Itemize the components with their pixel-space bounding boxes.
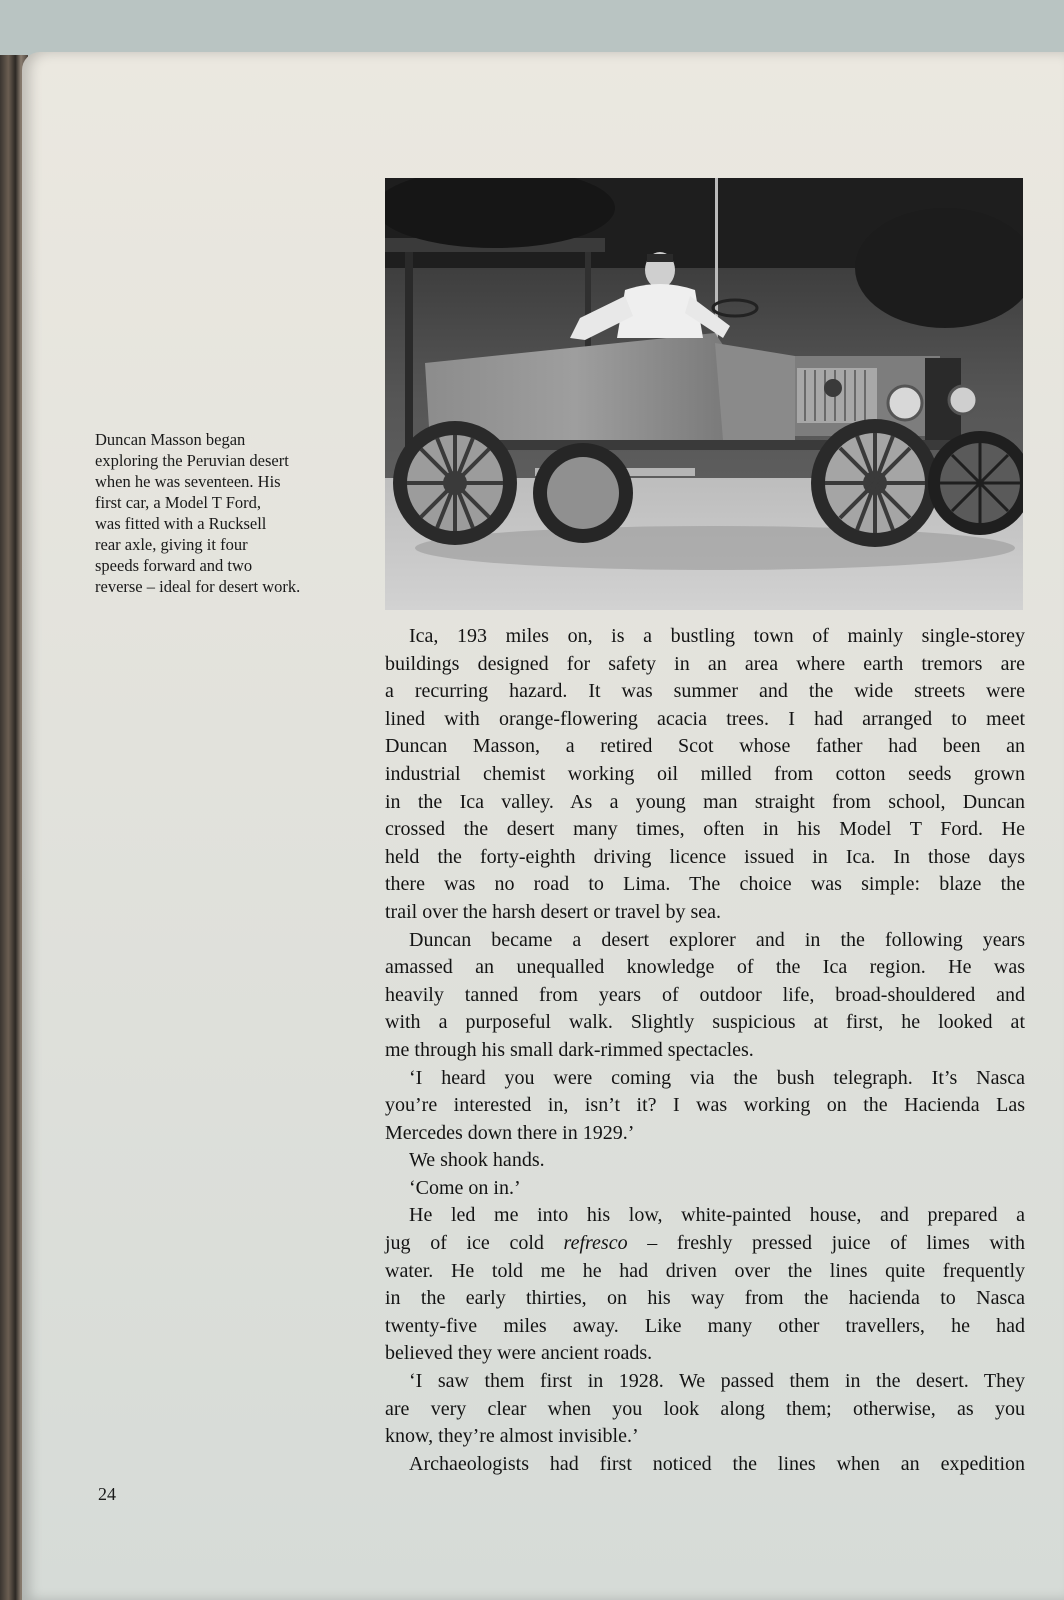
caption-line: first car, a Model T Ford,: [95, 493, 261, 512]
rear-wheel-far: [533, 443, 633, 543]
caption-line: exploring the Peruvian desert: [95, 451, 289, 470]
caption-line: when he was seventeen. His: [95, 472, 281, 491]
text-line: industrial chemist working oil milled from cotton seeds grown: [385, 762, 1025, 785]
text-line: in the early thirties, on his way from the hacienda to Nasca: [385, 1287, 1025, 1310]
text-line: me through his small dark-rimmed spectacles.: [385, 1038, 754, 1061]
text-line: twenty-five miles away. Like many other travellers, he had: [385, 1314, 1025, 1337]
text-line: ‘Come on in.’: [409, 1176, 521, 1199]
text-line: buildings designed for safety in an area where earth tremors are: [385, 652, 1025, 675]
caption-line: Duncan Masson began: [95, 430, 246, 449]
text-line: crossed the desert many times, often in his Model T Ford. He: [385, 818, 1025, 841]
text-line: water. He told me he had driven over the lines quite frequently: [385, 1259, 1025, 1282]
front-wheel: [811, 419, 939, 547]
text-line: We shook hands.: [409, 1149, 545, 1172]
page-number: 24: [98, 1484, 116, 1504]
car-photo-drawing: [385, 178, 1023, 610]
text-line: amassed an unequalled knowledge of the Ica region. He was: [385, 956, 1025, 979]
text-line: [385, 1230, 1025, 1258]
model-t-ford-photo: [385, 178, 1023, 610]
italic-word: refresco: [563, 1232, 628, 1255]
text-line: held the forty-eighth driving licence issued in Ica. In those days: [385, 845, 1025, 868]
text-line: believed they were ancient roads.: [385, 1342, 653, 1365]
photo-caption: [95, 429, 370, 597]
text-line: Archaeologists had first noticed the lines when an expedition: [409, 1452, 1025, 1475]
body-text: [385, 623, 1025, 1478]
text-line: ‘I saw them first in 1928. We passed them in the desert. They: [409, 1370, 1025, 1393]
text-fragment: jug of ice cold: [385, 1232, 564, 1255]
text-line: lined with orange-flowering acacia trees. I had arranged to meet: [385, 707, 1025, 730]
text-line: know, they’re almost invisible.’: [385, 1425, 639, 1448]
text-line: a recurring hazard. It was summer and the wide streets were: [385, 680, 1025, 703]
text-line: Ica, 193 miles on, is a bustling town of mainly single-storey: [409, 625, 1025, 647]
text-line: Mercedes down there in 1929.’: [385, 1121, 635, 1144]
text-line: He led me into his low, white-painted house, and prepared a: [409, 1204, 1025, 1227]
text-line: Duncan Masson, a retired Scot whose father had been an: [385, 735, 1025, 758]
text-line: are very clear when you look along them; otherwise, as you: [385, 1397, 1025, 1420]
caption-line: rear axle, giving it four: [95, 535, 248, 554]
caption-line: reverse – ideal for desert work.: [95, 577, 301, 596]
caption-line: was fitted with a Rucksell: [95, 514, 267, 533]
text-line: there was no road to Lima. The choice was simple: blaze the: [385, 873, 1025, 896]
rear-wheel: [393, 421, 517, 545]
book-page: [22, 52, 1064, 1600]
text-line: with a purposeful walk. Slightly suspicious at first, he looked at: [385, 1011, 1025, 1034]
text-line: heavily tanned from years of outdoor life, broad-shouldered and: [385, 983, 1025, 1006]
text-line: Duncan became a desert explorer and in the following years: [409, 928, 1025, 951]
caption-line: speeds forward and two: [95, 556, 253, 575]
text-line: in the Ica valley. As a young man straight from school, Duncan: [385, 790, 1025, 813]
text-line: ‘I heard you were coming via the bush telegraph. It’s Nasca: [409, 1066, 1025, 1089]
text-line: trail over the harsh desert or travel by sea.: [385, 900, 721, 923]
text-fragment: – freshly pressed juice of limes with: [627, 1232, 1025, 1255]
text-line: you’re interested in, isn’t it? I was working on the Hacienda Las: [385, 1094, 1025, 1117]
